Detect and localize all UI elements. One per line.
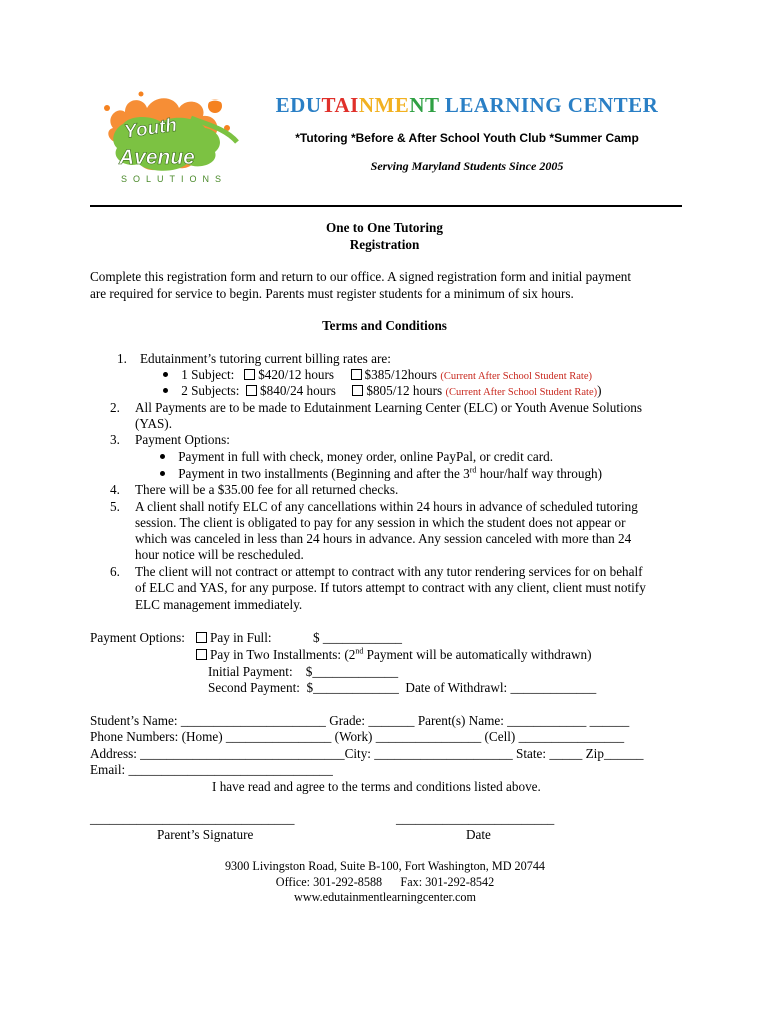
email-field[interactable]: Email: _______________________________ [90, 762, 333, 777]
term-payments-line2: (YAS). [135, 416, 172, 431]
checkbox[interactable] [351, 369, 362, 380]
center-name-part: LEARNING [439, 93, 563, 117]
bullet-icon [160, 454, 165, 459]
rate-amount-alt: $385/12hours [364, 367, 438, 382]
rate-amount-alt: $805/12 hours [366, 383, 443, 398]
phone-numbers-field[interactable]: Phone Numbers: (Home) ________________ (Work) ________________ (Cell) ________________ [90, 729, 625, 744]
center-name-part: CENTER [562, 93, 659, 117]
term-cancellation-line2: session. The client is obligated to pay for any session in which the student does not appear or [135, 515, 626, 530]
option-full-text: Payment in full with check, money order, online PayPal, or credit card. [178, 449, 554, 464]
initial-payment-field[interactable]: Initial Payment: $_____________ [208, 664, 399, 679]
list-number: 5. [110, 499, 120, 514]
form-title-line2: Registration [349, 237, 420, 252]
term-payment-options: Payment Options: [135, 432, 230, 447]
paren-close: ) [597, 383, 602, 398]
center-name [262, 93, 672, 118]
pay-in-full-option[interactable] [196, 630, 272, 646]
rate-row-2 [163, 383, 602, 401]
checkbox[interactable] [352, 385, 363, 396]
intro-text-line1: Complete this registration form and return to our office. A signed registration form and initial payment [90, 269, 632, 284]
signature-line[interactable]: _______________________________ [90, 811, 295, 826]
rate-amount: $420/12 hours [258, 367, 335, 382]
checkbox[interactable] [196, 632, 207, 643]
student-name-grade-parent-field[interactable]: Student’s Name: ______________________ Grade: _______ Parent(s) Name: ____________ ______ [90, 713, 630, 728]
center-name-part: TAI [321, 93, 359, 117]
rate-amount: $840/24 hours [260, 383, 336, 398]
intro-text-line2: are required for service to begin. Parents must register students for a minimum of six hours. [90, 286, 574, 301]
date-label: Date [466, 827, 491, 842]
bullet-icon [163, 388, 168, 393]
date-line[interactable]: ________________________ [396, 811, 555, 826]
serving-since: Serving Maryland Students Since 2005 [370, 159, 564, 173]
option-installments [160, 466, 602, 482]
checkbox[interactable] [196, 649, 207, 660]
rate-note: (Current After School Student Rate) [445, 387, 598, 398]
logo-word-youth: Youth [122, 114, 179, 143]
header-divider [90, 205, 682, 207]
option-full [160, 449, 553, 465]
rate-label: 1 Subject: [181, 367, 235, 382]
term-no-contract-line2: of ELC and YAS, for any purpose. If tutors attempt to contract with any client, client must notify [135, 580, 646, 595]
pay-two-label-rest: Payment will be automatically withdrawn) [363, 647, 592, 662]
term-no-contract-line3: ELC management immediately. [135, 597, 303, 612]
logo-word-avenue: Avenue [119, 146, 195, 169]
option-installments-text: Payment in two installments (Beginning and after the 3 [178, 466, 470, 481]
term-cancellation-line3: which was canceled in less than 24 hours in advance. Any session canceled with more than 24 [135, 531, 632, 546]
list-number: 1. [117, 351, 127, 366]
list-number: 2. [110, 400, 120, 415]
term-cancellation-line1: A client shall notify ELC of any cancellations within 24 hours in advance of scheduled tutoring [135, 499, 638, 514]
parent-signature-label: Parent’s Signature [157, 827, 254, 842]
agreement-statement: I have read and agree to the terms and conditions listed above. [212, 779, 541, 794]
term-returned-checks: There will be a $35.00 fee for all returned checks. [135, 482, 399, 497]
center-name-part: EDU [275, 93, 322, 117]
bullet-icon [160, 471, 165, 476]
rate-note: (Current After School Student Rate) [440, 371, 592, 382]
checkbox[interactable] [244, 369, 255, 380]
pay-in-full-amount-field[interactable]: $ ____________ [313, 630, 403, 645]
term-cancellation-line4: hour notice will be rescheduled. [135, 547, 304, 562]
center-name-part: NT [409, 93, 440, 117]
terms-heading: Terms and Conditions [322, 318, 447, 333]
tagline: *Tutoring *Before & After School Youth Club *Summer Camp [295, 131, 639, 145]
form-title-line1: One to One Tutoring [326, 220, 443, 235]
logo-word-solutions: SOLUTIONS [121, 174, 228, 184]
payment-options-label: Payment Options: [90, 630, 185, 645]
pay-two-installments-option[interactable] [196, 647, 592, 663]
superscript: nd [355, 646, 364, 656]
address-field[interactable]: Address: _______________________________City: _____________________ State: _____ Zip______ [90, 746, 644, 761]
list-number: 3. [110, 432, 120, 447]
option-installments-rest: hour/half way through) [476, 466, 603, 481]
footer-address: 9300 Livingston Road, Suite B-100, Fort Washington, MD 20744 [224, 859, 546, 873]
second-payment-field[interactable]: Second Payment: $_____________ Date of Withdrawl: _____________ [208, 680, 597, 695]
term-payments-line1: All Payments are to be made to Edutainment Learning Center (ELC) or Youth Avenue Solutions [135, 400, 643, 415]
footer-phones: Office: 301-292-8588 Fax: 301-292-8542 [275, 875, 495, 889]
term-no-contract-line1: The client will not contract or attempt to contract with any tutor rendering services for on behalf [135, 564, 643, 579]
bullet-icon [163, 372, 168, 377]
checkbox[interactable] [246, 385, 257, 396]
rate-label: 2 Subjects: [181, 383, 240, 398]
footer-website-link[interactable]: www.edutainmentlearningcenter.com [294, 890, 476, 904]
center-name-part: NME [358, 93, 410, 117]
list-number: 6. [110, 564, 120, 579]
pay-two-label: Pay in Two Installments: (2 [210, 647, 356, 662]
superscript: rd [469, 465, 477, 475]
youth-avenue-logo [95, 88, 245, 188]
list-number: 4. [110, 482, 120, 497]
term-billing-rates: Edutainment’s tutoring current billing rates are: [140, 351, 391, 366]
pay-in-full-label: Pay in Full: [210, 630, 272, 645]
